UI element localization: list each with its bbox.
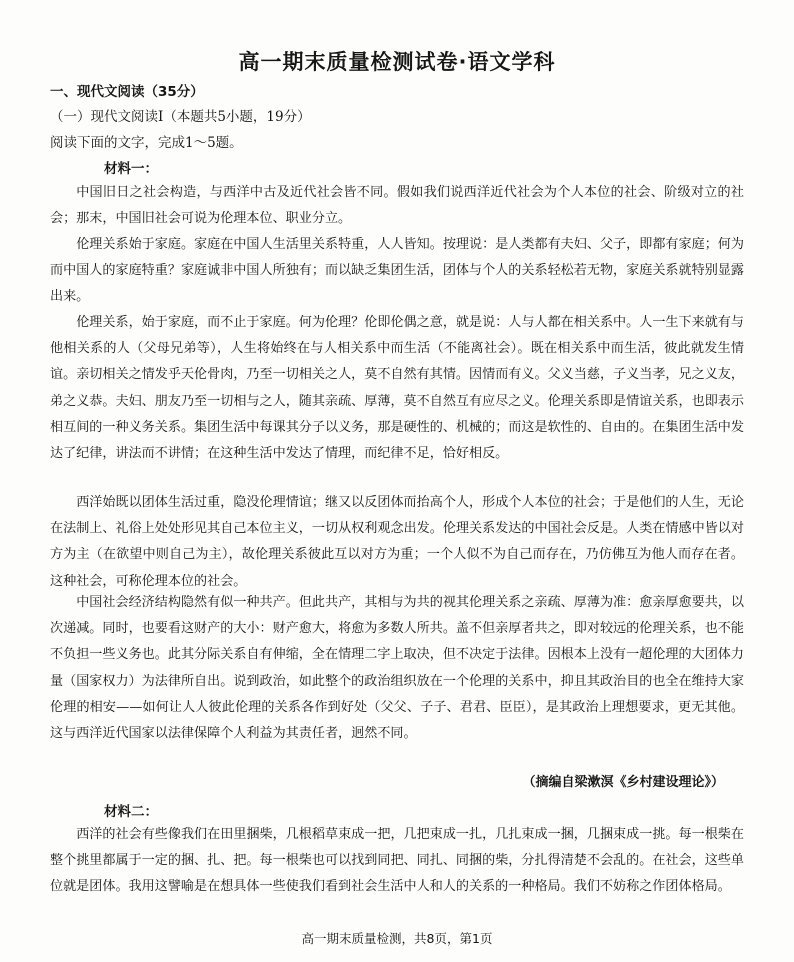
page-title: 高一期末质量检测试卷·语文学科	[238, 50, 556, 74]
material2-heading: 材料二：	[104, 804, 158, 820]
material1-paragraph-2: 伦理关系始于家庭。家庭在中国人生活里关系特重，人人皆知。按理说：是人类都有夫妇、父子，即都有家庭；何为而中国人的家庭特重？家庭诚非中国人所独有；而以缺乏集团生活，团体与个人的关系轻松若无物，家庭关系就特别显露出来。	[50, 237, 744, 305]
instruction-text: 阅读下面的文字，完成1～5题。	[50, 135, 243, 151]
material1-paragraph-5: 中国社会经济结构隐然有似一种共产。但此共产，其相与为共的视其伦理关系之亲疏、厚薄为准：愈亲厚愈要共，以次递减。同时，也要看这财产的大小：财产愈大，将愈为多数人所共。盖不但亲厚者共之，即对较远的伦理关系，也不能不负担一些义务也。此其分际关系自有伸缩，全在情理二字上取决，但不决定于法律。因根本上没有一超伦理的大团体力量（国家权力）为法律所自出。说到政治，如此整个的政治组织放在一个伦理的关系中，抑且其政治目的也全在维持大家伦理的相安——如何让人人彼此伦理的关系各作到好处（父父、子子、君君、臣臣），是其政治上理想要求，更无其他。这与西洋近代国家以法律保障个人利益为其责任者，迥然不同。	[50, 595, 744, 742]
section-heading: 一、现代文阅读（35分）	[50, 84, 204, 100]
material1-paragraph-1: 中国旧日之社会构造，与西洋中古及近代社会皆不同。假如我们说西洋近代社会为个人本位的社会、阶级对立的社会；那末，中国旧社会可说为伦理本位、职业分立。	[50, 185, 744, 227]
subsection-heading: （一）现代文阅读Ⅰ（本题共5小题，19分）	[50, 109, 311, 125]
material2-paragraph-1: 西洋的社会有些像我们在田里捆柴，几根稻草束成一把，几把束成一扎，几扎束成一捆，几捆束成一挑。每一根柴在整个挑里都属于一定的捆、扎、把。每一根柴也可以找到同把、同扎、同捆的柴，分扎得清楚不会乱的。在社会，这些单位就是团体。我用这譬喻是在想具体一些使我们看到社会生活中人和人的关系的一种格局。我们不妨称之作团体格局。	[50, 827, 744, 895]
material1-paragraph-4: 西洋始既以团体生活过重，隐没伦理情谊；继又以反团体而抬高个人，形成个人本位的社会；于是他们的人生，无论在法制上、礼俗上处处形见其自己本位主义，一切从权利观念出发。伦理关系发达的中国社会反是。人类在情感中皆以对方为主（在欲望中则自己为主），故伦理关系彼此互以对方为重；一个人似不为自己而存在，乃仿佛互为他人而存在者。这种社会，可称伦理本位的社会。	[50, 495, 744, 589]
material1-heading: 材料一：	[104, 161, 158, 177]
material1-paragraph-3: 伦理关系，始于家庭，而不止于家庭。何为伦理？伦即伦偶之意，就是说：人与人都在相关系中。人一生下来就有与他相关系的人（父母兄弟等），人生将始终在与人相关系中而生活（不能离社会）。既在相关系中而生活，彼此就发生情谊。亲切相关之情发乎天伦骨肉，乃至一切相关之人，莫不自然有其情。因情而有义。父义当慈，子义当孝，兄之义友，弟之义恭。夫妇、朋友乃至一切相与之人，随其亲疏、厚薄，莫不自然互有应尽之义。伦理关系即是情谊关系，也即表示相互间的一种义务关系。集团生活中每课其分子以义务，那是硬性的、机械的；而这是软性的、自由的。在集团生活中发达了纪律，讲法而不讲情；在这种生活中发达了情理，而纪律不足，恰好相反。	[50, 315, 744, 462]
material1-source: （摘编自梁漱溟《乡村建设理论》）	[522, 775, 724, 790]
page-footer: 高一期末质量检测，共8页，第1页	[301, 931, 493, 946]
